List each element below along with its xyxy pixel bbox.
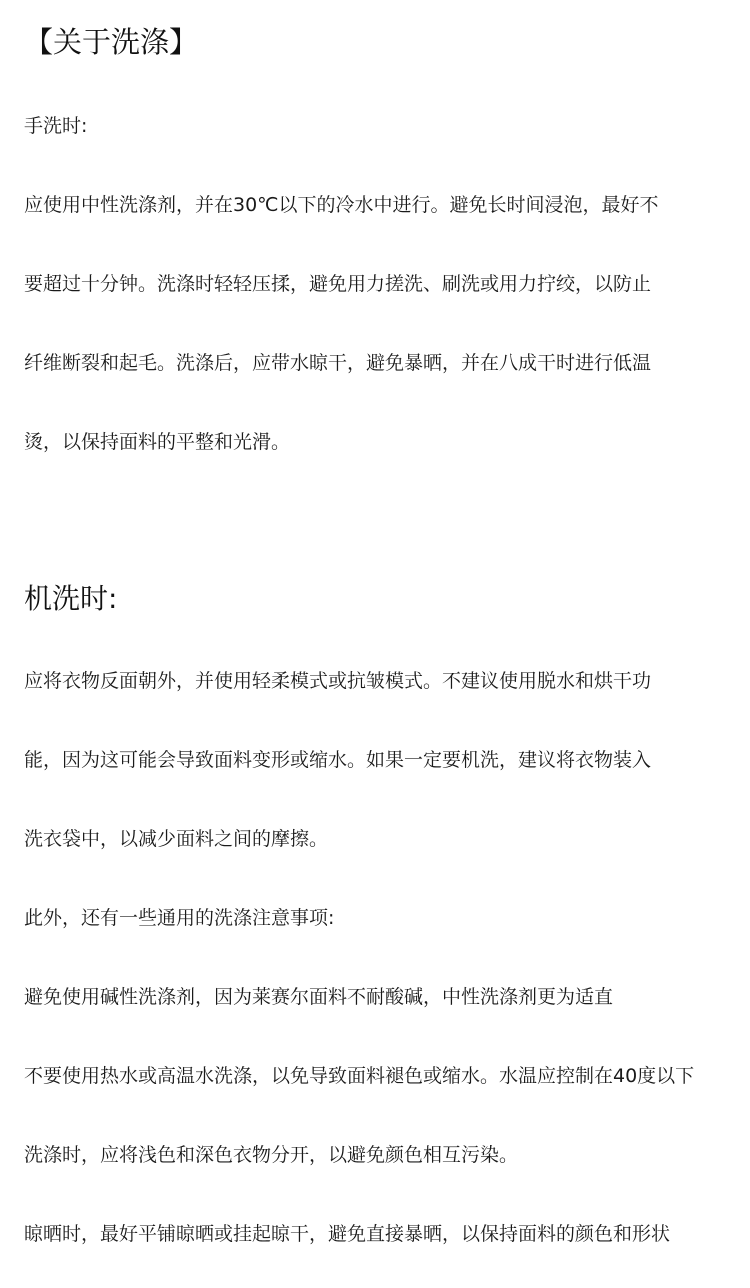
hand-wash-line: 应使用中性洗涤剂，并在30℃以下的冷水中进行。避免长时间浸泡，最好不 bbox=[24, 194, 659, 216]
general-note-item: 不要使用热水或高温水洗涤，以免导致面料褪色或缩水。水温应控制在40度以下 bbox=[24, 1065, 695, 1087]
machine-wash-line: 应将衣物反面朝外，并使用轻柔模式或抗皱模式。不建议使用脱水和烘干功 bbox=[24, 670, 652, 692]
hand-wash-line: 纤维断裂和起毛。洗涤后，应带水晾干，避免暴晒，并在八成干时进行低温 bbox=[24, 352, 652, 374]
hand-wash-line: 烫，以保持面料的平整和光滑。 bbox=[24, 431, 291, 453]
machine-wash-line: 洗衣袋中，以减少面料之间的摩擦。 bbox=[24, 828, 329, 850]
hand-wash-heading: 手洗时: bbox=[24, 115, 88, 137]
machine-wash-heading: 机洗时: bbox=[24, 582, 118, 615]
hand-wash-line: 要超过十分钟。洗涤时轻轻压揉，避免用力搓洗、刷洗或用力拧绞，以防止 bbox=[24, 273, 652, 295]
general-note-item: 洗涤时，应将浅色和深色衣物分开，以避免颜色相互污染。 bbox=[24, 1144, 519, 1166]
machine-wash-line: 能，因为这可能会导致面料变形或缩水。如果一定要机洗，建议将衣物装入 bbox=[24, 749, 652, 771]
general-notes-heading: 此外，还有一些通用的洗涤注意事项: bbox=[24, 907, 335, 929]
general-note-item: 避免使用碱性洗涤剂，因为莱赛尔面料不耐酸碱，中性洗涤剂更为适直 bbox=[24, 986, 614, 1008]
general-note-item: 晾晒时，最好平铺晾晒或挂起晾干，避免直接暴晒，以保持面料的颜色和形状 bbox=[24, 1223, 671, 1245]
page-title: 【关于洗涤】 bbox=[24, 25, 199, 59]
